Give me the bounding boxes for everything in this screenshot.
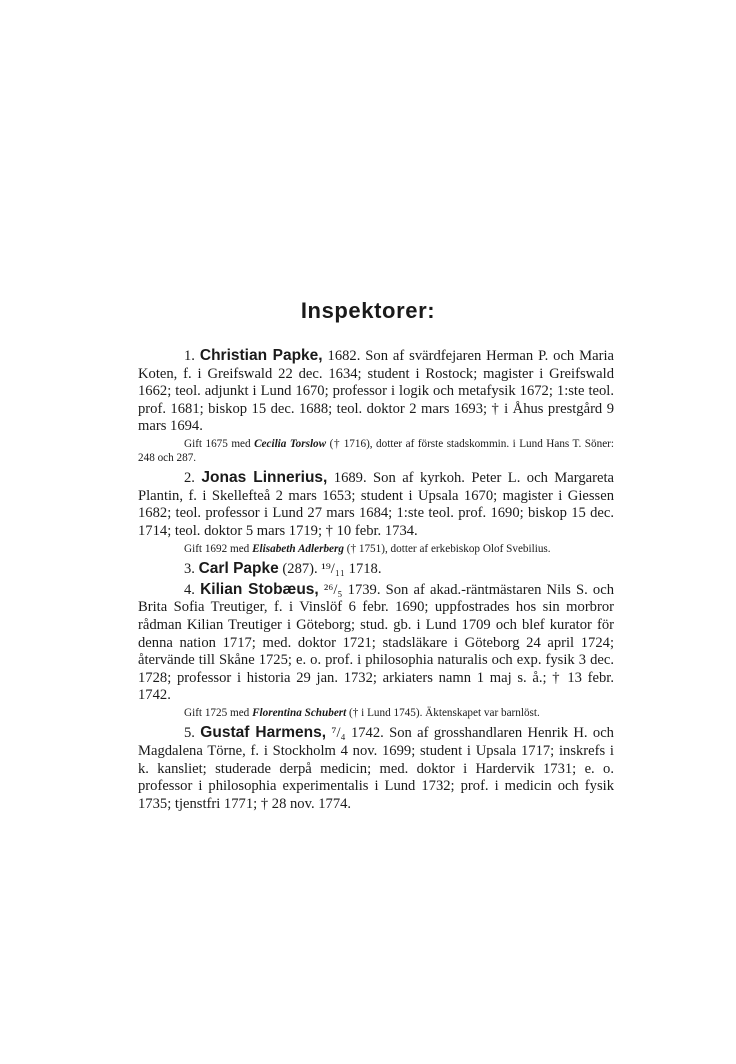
entry-body (138, 347, 614, 436)
entry-name: Carl Papke (198, 560, 279, 578)
entry-note: Gift 1725 med Florentina Schubert († i Lund 1745). Äktenskapet var barnlöst. (184, 706, 540, 719)
entry-name: Kilian Stobæus, (200, 580, 319, 598)
entry-name: Jonas Linnerius, (201, 469, 328, 487)
entry-number: 4. (184, 581, 195, 598)
entry-note: Gift 1675 med Cecilia Torslow († 1716), dotter af förste stadskommin. i Lund Hans T. Söner: 248 och 287. (138, 437, 614, 464)
entry-body (138, 724, 614, 813)
entry-1 (138, 347, 614, 465)
entry-4 (138, 581, 614, 721)
entry-body (138, 469, 614, 540)
entries-list (138, 347, 614, 813)
entry-number: 3. (184, 561, 195, 578)
entry-name: Christian Papke, (199, 347, 323, 364)
entry-3 (138, 560, 614, 579)
entry-text: ⁷/₄ 1742. Son af grosshandlaren Henrik H. och Magdalena Törne, f. i Stockholm 4 nov. 1699; student i Upsala 1717; inskrefs i k. kansliet; studerade derpå medicin; med. doktor i Hardervik 1731; e. o. professor i philosophia experimentalis i Lund 1732; prof. i medicin och fysik 1735; tjenstfri 1771; † 28 nov. 1774. (138, 725, 614, 812)
entry-text: ²⁶/₅ 1739. Son af akad.-räntmästaren Nils S. och Brita Sofia Treutiger, f. i Vinslöf 6 febr. 1690; uppfostrades hos sin morbror rådman Kilian Treutiger i Göteborg; stud. gb. i Lund 1709 och blef kurator för denna nation 1717; med. doktor 1721; stadsläkare i Göteborg 24 april 1724; återvände till Skåne 1725; e. o. prof. i philosophia naturalis och exp. fysik 3 dec. 1728; professor i historia 29 jan. 1732; arkiaters namn 1 maj s. å.; † 13 febr. 1742. (138, 581, 614, 704)
entry-text: (287). ¹⁹/₁₁ 1718. (282, 561, 382, 578)
entry-5 (138, 724, 614, 813)
entry-number: 5. (184, 725, 195, 742)
page-title: Inspektorer: (300, 298, 436, 323)
entry-name: Gustaf Harmens, (200, 724, 327, 742)
entry-text: 1689. Son af kyrkoh. Peter L. och Margareta Plantin, f. i Skellefteå 2 mars 1653; student i Upsala 1670; magister i Giessen 1682; teol. professor i Lund 27 mars 1684; 1:ste teol. prof. 1690; biskop 15 dec. 1714; teol. doktor 5 mars 1719; † 10 febr. 1734. (138, 470, 614, 539)
entry-text: 1682. Son af svärdfejaren Herman P. och Maria Koten, f. i Greifswald 22 dec. 1634; student i Rostock; magister i Greifswald 1662; teol. adjunkt i Lund 1670; professor i logik och metafysik 1672; 1:ste teol. prof. 1681; biskop 15 dec. 1688; teol. doktor 2 mars 1693; † i Åhus prestgård 9 mars 1694. (138, 348, 614, 435)
spouse-name: Florentina Schubert (252, 706, 347, 719)
spouse-name: Elisabeth Adlerberg (252, 542, 344, 555)
entry-number: 1. (184, 348, 195, 364)
entry-2 (138, 469, 614, 556)
spouse-name: Cecilia Torslow (254, 437, 327, 450)
entry-body (138, 581, 614, 705)
entry-note: Gift 1692 med Elisabeth Adlerberg († 1751), dotter af erkebiskop Olof Svebilius. (184, 542, 551, 555)
entry-body (138, 560, 614, 579)
entry-number: 2. (184, 470, 195, 487)
